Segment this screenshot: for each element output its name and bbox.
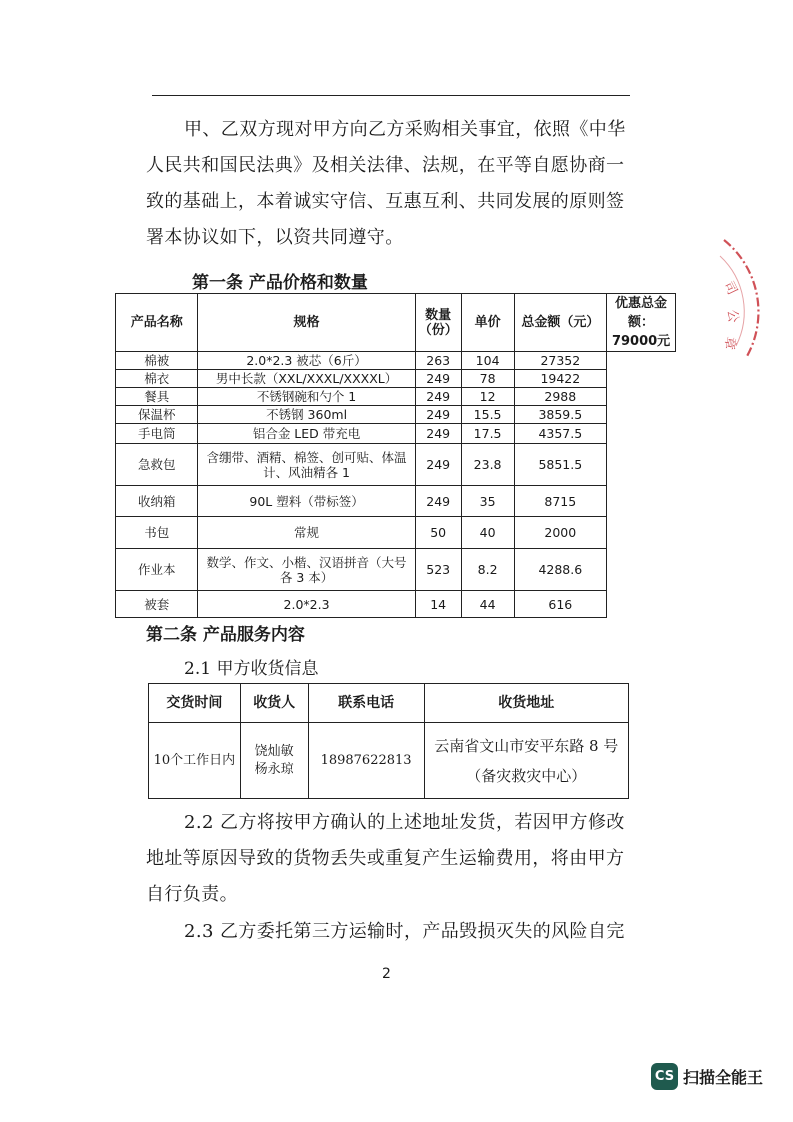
product-name: 书包 — [116, 517, 198, 549]
camscanner-logo-icon: CS — [651, 1063, 678, 1090]
product-spec: 数学、作文、小楷、汉语拼音（大号各 3 本） — [198, 549, 415, 591]
product-price: 104 — [461, 352, 514, 370]
product-name: 作业本 — [116, 549, 198, 591]
page-number: 2 — [382, 966, 391, 982]
product-name: 手电筒 — [116, 424, 198, 444]
product-spec: 男中长款（XXL/XXXL/XXXXL） — [198, 370, 415, 388]
table-row — [116, 406, 676, 424]
table-row — [116, 370, 676, 388]
product-qty: 523 — [415, 549, 461, 591]
intro-line: 甲、乙双方现对甲方向乙方采购相关事宜，依照《中华 — [184, 119, 626, 140]
col-header-phone: 联系电话 — [308, 684, 424, 723]
product-qty: 263 — [415, 352, 461, 370]
delivery-address: 云南省文山市安平东路 8 号（备灾救灾中心） — [424, 723, 628, 799]
table-row — [116, 549, 676, 591]
product-qty: 249 — [415, 388, 461, 406]
product-price: 15.5 — [461, 406, 514, 424]
product-spec: 2.0*2.3 被芯（6斤） — [198, 352, 415, 370]
product-total: 4288.6 — [514, 549, 607, 591]
svg-text:公: 公 — [724, 308, 741, 324]
delivery-table — [148, 683, 629, 799]
clause-2-3 — [146, 914, 646, 950]
col-header-delivery-time: 交货时间 — [149, 684, 241, 723]
product-name: 保温杯 — [116, 406, 198, 424]
col-header-price: 单价 — [461, 294, 514, 352]
table-header-row — [116, 294, 676, 352]
clause-line: 地址等原因导致的货物丢失或重复产生运输费用，将由甲方 — [146, 848, 625, 869]
receiver-name: 饶灿敏 — [254, 743, 294, 759]
intro-line: 致的基础上，本着诚实守信、互惠互利、共同发展的原则签 — [146, 191, 625, 212]
col-header-name: 产品名称 — [116, 294, 198, 352]
product-total: 5851.5 — [514, 444, 607, 486]
product-price: 23.8 — [461, 444, 514, 486]
product-spec: 90L 塑料（带标签） — [198, 486, 415, 517]
header-rule — [152, 95, 630, 96]
receivers — [240, 723, 308, 799]
product-price: 12 — [461, 388, 514, 406]
product-total: 4357.5 — [514, 424, 607, 444]
table-row — [116, 591, 676, 618]
product-total: 27352 — [514, 352, 607, 370]
col-header-receiver: 收货人 — [240, 684, 308, 723]
table-row — [116, 444, 676, 486]
product-qty: 249 — [415, 370, 461, 388]
intro-line: 人民共和国民法典》及相关法律、法规，在平等自愿协商一 — [146, 155, 625, 176]
product-price: 78 — [461, 370, 514, 388]
clause-2-2 — [146, 805, 646, 913]
product-price: 40 — [461, 517, 514, 549]
product-name: 棉衣 — [116, 370, 198, 388]
intro-line: 署本协议如下，以资共同遵守。 — [146, 227, 404, 248]
article2-title: 第二条 产品服务内容 — [146, 625, 305, 645]
discount-total-note: 优惠总金额：79000元 — [607, 294, 676, 352]
product-total: 8715 — [514, 486, 607, 517]
article1-title: 第一条 产品价格和数量 — [192, 273, 368, 293]
svg-text:司: 司 — [720, 279, 740, 298]
product-table — [115, 293, 676, 618]
col-header-qty: 数量（份） — [415, 294, 461, 352]
product-price: 17.5 — [461, 424, 514, 444]
clause-line: 自行负责。 — [146, 884, 238, 905]
receiver-name: 杨永琼 — [254, 761, 294, 777]
clause-line: 2.3 乙方委托第三方运输时，产品毁损灭失的风险自完 — [184, 921, 625, 942]
product-spec: 2.0*2.3 — [198, 591, 415, 618]
col-header-spec: 规格 — [198, 294, 415, 352]
delivery-header-row — [149, 684, 629, 723]
product-spec: 常规 — [198, 517, 415, 549]
product-total: 2988 — [514, 388, 607, 406]
product-qty: 249 — [415, 486, 461, 517]
product-name: 急救包 — [116, 444, 198, 486]
product-price: 8.2 — [461, 549, 514, 591]
product-qty: 249 — [415, 406, 461, 424]
product-name: 被套 — [116, 591, 198, 618]
scanner-watermark — [651, 1063, 763, 1090]
table-row — [116, 486, 676, 517]
product-spec: 含绷带、酒精、棉签、创可贴、体温计、风油精各 1 — [198, 444, 415, 486]
col-header-address: 收货地址 — [424, 684, 628, 723]
product-total: 3859.5 — [514, 406, 607, 424]
product-qty: 14 — [415, 591, 461, 618]
intro-paragraph — [146, 112, 646, 256]
company-seal-stamp — [694, 236, 774, 366]
contact-phone: 18987622813 — [308, 723, 424, 799]
table-row — [116, 352, 676, 370]
clause-line: 2.2 乙方将按甲方确认的上述地址发货，若因甲方修改 — [184, 812, 625, 833]
product-spec: 铝合金 LED 带充电 — [198, 424, 415, 444]
svg-text:章: 章 — [720, 335, 738, 351]
delivery-time: 10个工作日内 — [149, 723, 241, 799]
section-2-1-title: 2.1 甲方收货信息 — [184, 659, 319, 679]
product-total: 19422 — [514, 370, 607, 388]
col-header-total: 总金额（元） — [514, 294, 607, 352]
table-row — [116, 424, 676, 444]
product-qty: 50 — [415, 517, 461, 549]
product-name: 棉被 — [116, 352, 198, 370]
product-qty: 249 — [415, 424, 461, 444]
product-qty: 249 — [415, 444, 461, 486]
product-spec: 不锈钢碗和勺个 1 — [198, 388, 415, 406]
table-row — [116, 517, 676, 549]
table-row — [116, 388, 676, 406]
product-name: 收纳箱 — [116, 486, 198, 517]
product-total: 2000 — [514, 517, 607, 549]
watermark-text: 扫描全能王 — [683, 1068, 764, 1087]
product-price: 35 — [461, 486, 514, 517]
product-name: 餐具 — [116, 388, 198, 406]
product-total: 616 — [514, 591, 607, 618]
product-price: 44 — [461, 591, 514, 618]
delivery-row — [149, 723, 629, 799]
product-spec: 不锈钢 360ml — [198, 406, 415, 424]
